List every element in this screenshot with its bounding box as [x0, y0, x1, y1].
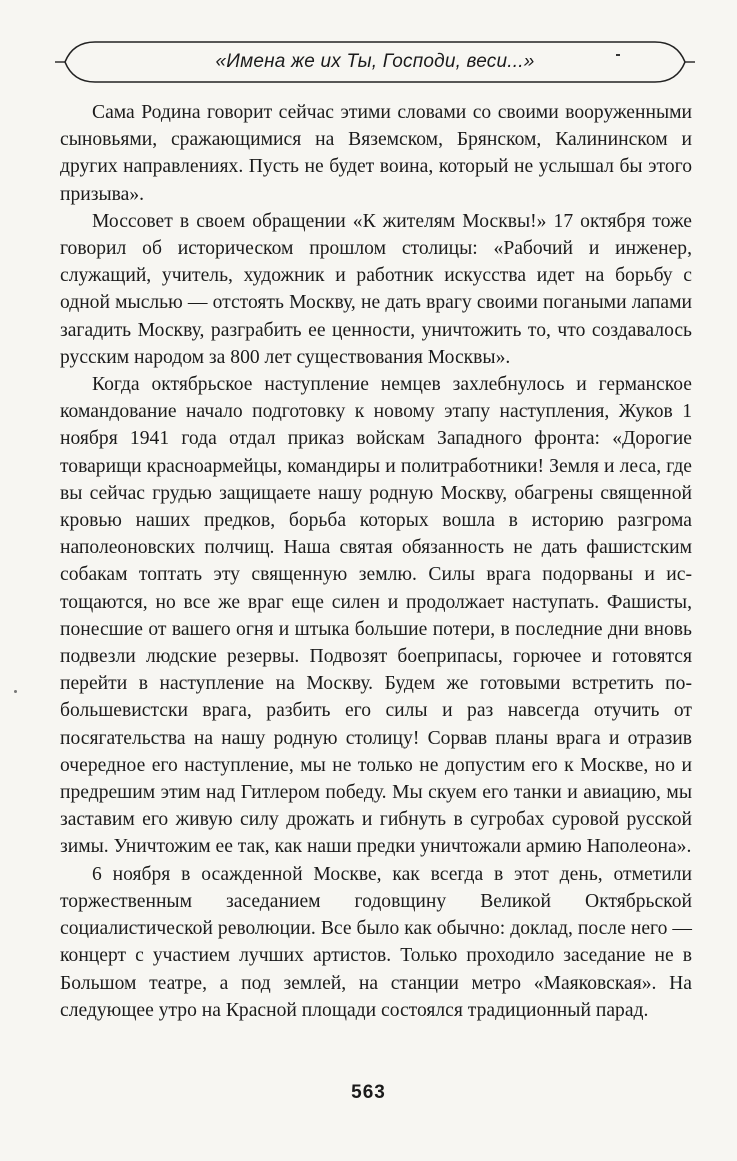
running-header: [55, 40, 695, 84]
page-number: 563: [351, 1082, 386, 1103]
header-title: «Имена же их Ты, Господи, веси...»: [215, 51, 535, 72]
paragraph-2: Моссовет в своем обращении «К жителям Москвы!» 17 октября тоже говорил об историческом прошлом столицы: «Рабочий и инженер, служащий, учитель, художник и работник искусства идет на борьбу с одной мыслью — отстоять Москву, не дать врагу своими погаными лапами загадить Москву, разграбить ее ценности, уничтожить то, что создавалось русским народом за 800 лет существования Москвы».: [60, 210, 692, 368]
scan-speck: [14, 690, 17, 693]
scan-mark: [616, 54, 620, 56]
paragraph-3: Когда октябрьское наступление немцев захлебнулось и германское командование начало подготовку к новому этапу наступления, Жуков 1 ноября 1941 года отдал приказ войскам Западного фронта: «Дорогие товарищи красноармейцы, командиры и политработники! Земля и леса, где вы сейчас грудью защищаете нашу родную Москву, обагрены священной кровью наших предков, борьба которых вошла в историю разгрома наполеоновских полчищ. Наша святая обязанность не дать фашистским собакам топтать эту священную землю. Силы врага подорваны и истощаются, но все же враг еще силен и продолжает наступать. Фашисты, понесшие от вашего огня и штыка большие потери, в последние дни вновь подвезли людские резервы. Подвозят боеприпасы, горючее и готовятся перейти в наступление на Москву. Будем же готовыми встретить по-большевистски врага, разбить его силы и раз навсегда отучить от посягательства на нашу родную столицу! Сорвав планы врага и отразив очередное его наступление, мы не только не допустим его к Москве, но и предрешим этим над Гитлером победу. Мы скуем его танки и авиацию, мы заставим его живую силу дрожать и гибнуть в сугробах суровой русской зимы. Уничтожим ее так, как наши предки уничтожали армию Наполеона».: [60, 374, 692, 858]
body-text: [60, 99, 692, 1024]
paragraph-1: Сама Родина говорит сейчас этими словами со своими вооруженными сыновьями, сражающимися на Вяземском, Брянском, Калининском и других направлениях. Пусть не будет воина, который не услышал бы этого призыва».: [60, 102, 692, 205]
paragraph-4: 6 ноября в осажденной Москве, как всегда в этот день, отметили торжественным заседанием годовщину Великой Октябрьской социалистической революции. Все было как обычно: доклад, после него — концерт с участием лучших артистов. Только проходило заседание не в Большом театре, а под землей, на станции метро «Маяковская». На следующее утро на Красной площади состоялся традиционный парад.: [60, 863, 692, 1021]
